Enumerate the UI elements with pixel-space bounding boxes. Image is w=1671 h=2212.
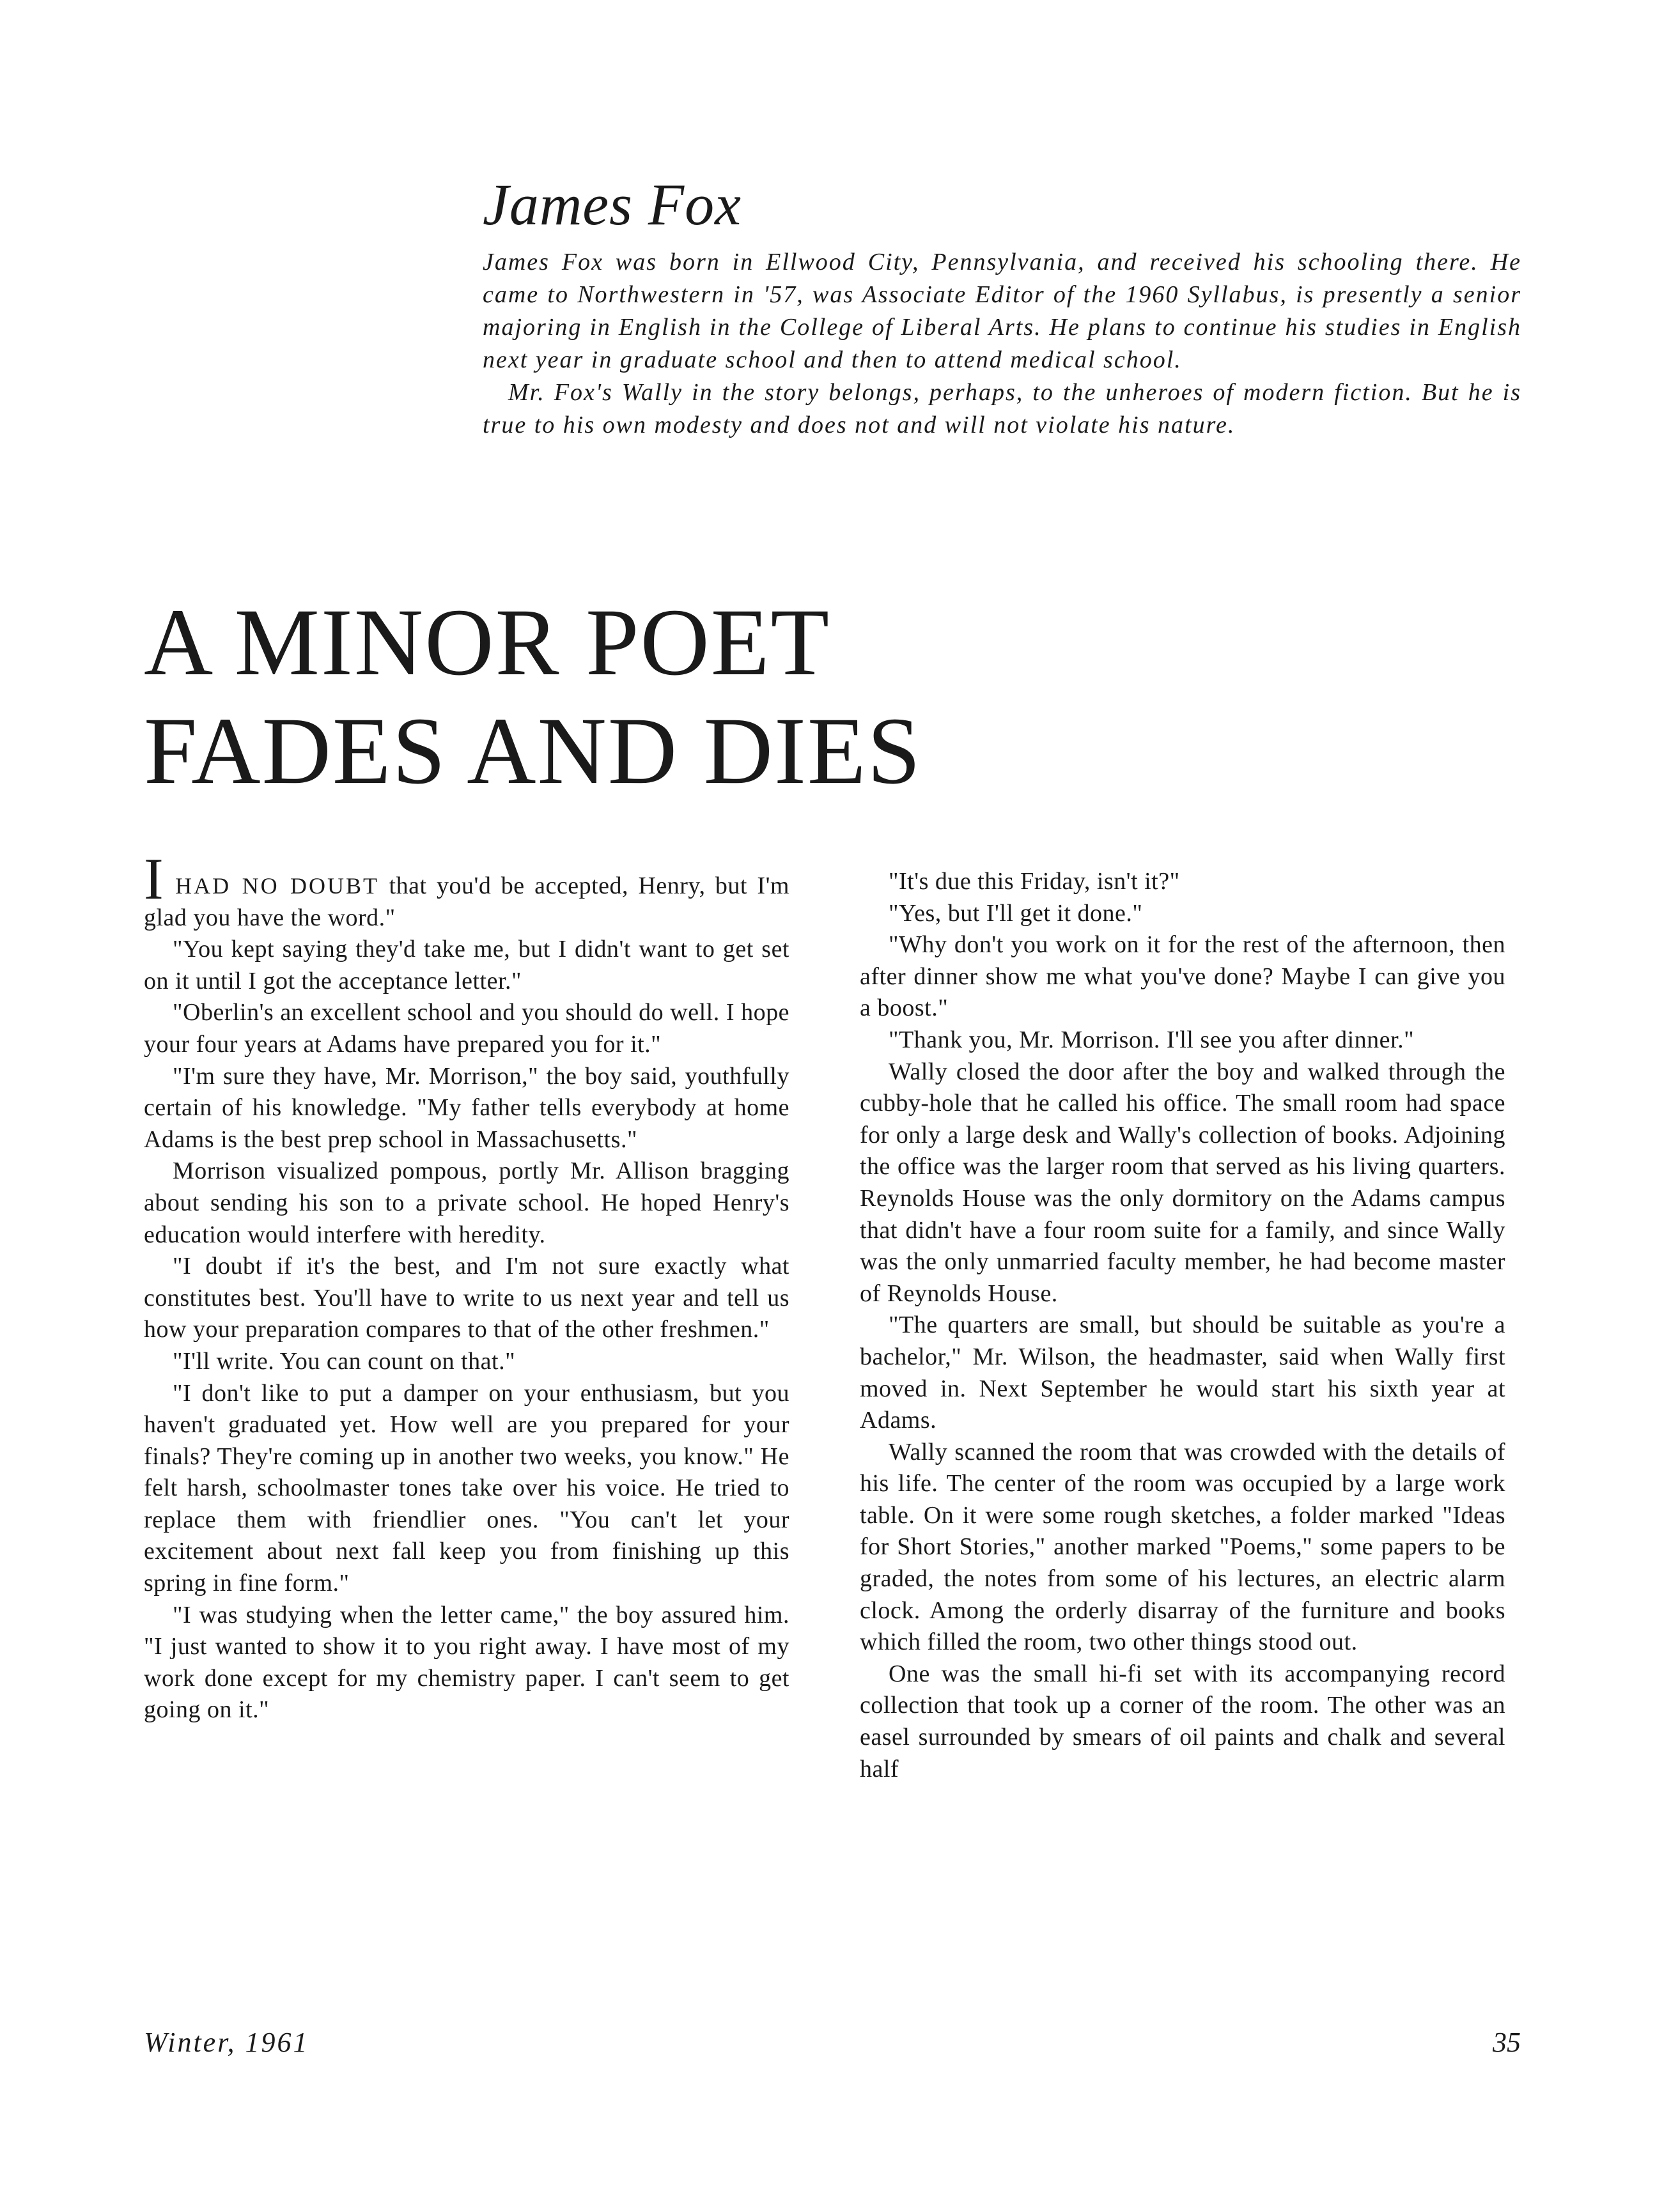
opening-smallcaps: HAD NO DOUBT <box>175 873 380 899</box>
text-column-left <box>144 846 789 1726</box>
drop-cap: I <box>144 846 164 911</box>
story-title <box>144 588 1231 805</box>
story-paragraph: "I doubt if it's the best, and I'm not sure exactly what constitutes best. You'll have to write to us next year and tell us how your preparation compares to that of the other freshmen." <box>144 1253 789 1343</box>
story-paragraph: "Yes, but I'll get it done." <box>889 899 1143 927</box>
story-paragraph: "It's due this Friday, isn't it?" <box>889 868 1180 895</box>
story-paragraph: "Oberlin's an excellent school and you should do well. I hope your four years at Adams have prepared you for it." <box>144 999 789 1058</box>
story-title-line: A MINOR POET <box>144 589 831 695</box>
issue-date: Winter, 1961 <box>144 2027 309 2058</box>
story-paragraph: "I was studying when the letter came," the boy assured him. "I just wanted to show it to you right away. I have most of my work done except for my chemistry paper. I can't seem to get going on it." <box>144 1601 789 1724</box>
story-title-line: FADES AND DIES <box>144 698 922 804</box>
author-name: James Fox <box>483 172 742 237</box>
opening-text: that you'd be accepted, Henry, but I'm glad you have the word." <box>144 872 789 931</box>
story-paragraph: Morrison visualized pompous, portly Mr. Allison bragging about sending his son to a private school. He hoped Henry's education would interfere with heredity. <box>144 1157 789 1248</box>
author-bio <box>483 246 1521 442</box>
story-paragraph: "I'm sure they have, Mr. Morrison," the boy said, youthfully certain of his knowledge. "My father tells everybody at home Adams is the best prep school in Massachusetts." <box>144 1062 789 1153</box>
story-paragraph: Wally scanned the room that was crowded with the details of his life. The center of the room was occupied by a large work table. On it were some rough sketches, a folder marked "Ideas for Short Stories," another marked "Poems," some papers to be graded, the notes from some of his lectures, an electric alarm clock. Among the orderly disarray of the furniture and books which filled the room, two other things stood out. <box>860 1438 1505 1656</box>
opening-paragraph <box>144 846 789 934</box>
story-paragraph: "I don't like to put a damper on your enthusiasm, but you haven't graduated yet. How well are you prepared for your finals? They're coming up in another two weeks, you know." He felt harsh, schoolmaster tones take over his voice. He tried to replace them with friendlier ones. "You can't let your excitement about next fall keep you from finishing up this spring in fine form." <box>144 1379 789 1597</box>
story-paragraph: "Thank you, Mr. Morrison. I'll see you after dinner." <box>889 1026 1415 1053</box>
story-paragraph: "You kept saying they'd take me, but I didn't want to get set on it until I got the acceptance letter." <box>144 936 789 994</box>
bio-paragraph: James Fox was born in Ellwood City, Pennsylvania, and received his schooling there. He came to Northwestern in '57, was Associate Editor of the 1960 Syllabus, is presently a senior majoring in English in the College of Liberal Arts. He plans to continue his studies in English next year in graduate school and then to attend medical school. <box>483 249 1521 374</box>
story-paragraph: Wally closed the door after the boy and walked through the cubby-hole that he called his office. The small room had space for only a large desk and Wally's collection of books. Adjoining the office was the larger room that served as his living quarters. Reynolds House was the only dormitory on the Adams campus that didn't have a four room suite for a family, and since Wally was the only unmarried faculty member, he had become master of Reynolds House. <box>860 1058 1505 1307</box>
story-paragraph: "I'll write. You can count on that." <box>173 1347 516 1375</box>
story-paragraph: "Why don't you work on it for the rest of the afternoon, then after dinner show me what you've done? Maybe I can give you a boost." <box>860 931 1505 1022</box>
bio-paragraph: Mr. Fox's Wally in the story belongs, perhaps, to the unheroes of modern fiction. But he is true to his own modesty and does not and will not violate his nature. <box>483 379 1521 439</box>
author-block <box>483 173 1521 442</box>
page-number: 35 <box>1493 2027 1521 2058</box>
story-paragraph: One was the small hi-fi set with its accompanying record collection that took up a corner of the room. The other was an easel surrounded by smears of oil paints and chalk and several half <box>860 1660 1505 1783</box>
story-paragraph: "The quarters are small, but should be suitable as you're a bachelor," Mr. Wilson, the headmaster, said when Wally first moved in. Next September he would start his sixth year at Adams. <box>860 1311 1505 1434</box>
text-column-right <box>860 866 1505 1785</box>
